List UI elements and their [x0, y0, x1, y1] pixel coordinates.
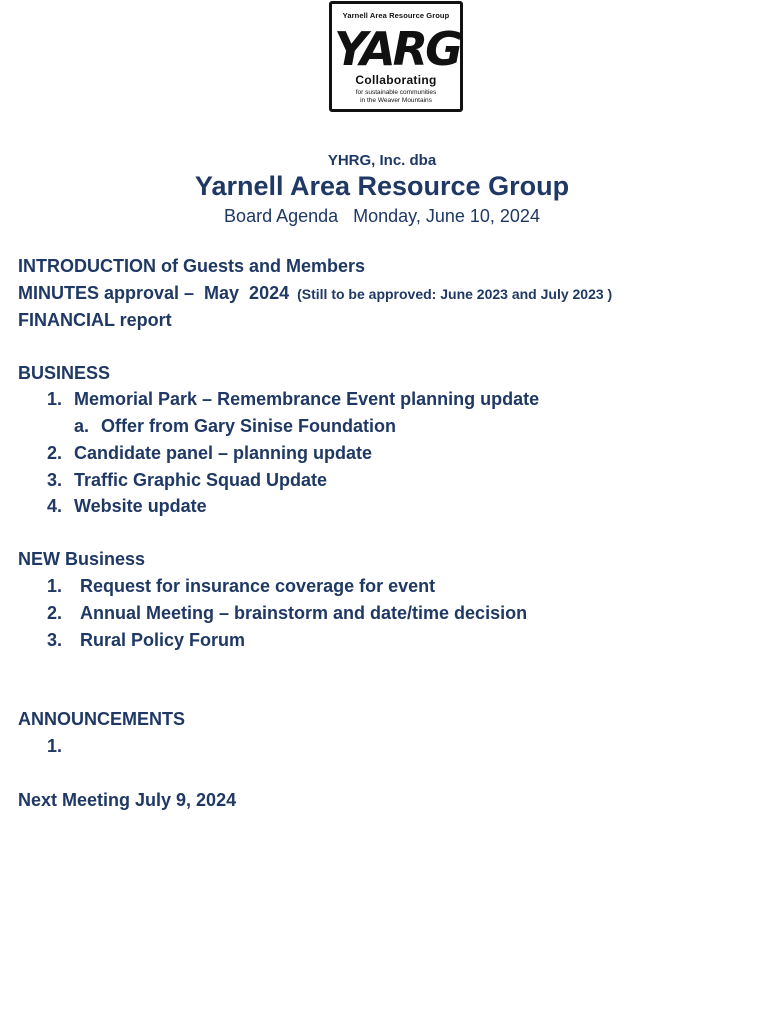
list-item-number: 4. — [47, 496, 63, 516]
list-item-number: 3. — [47, 630, 63, 650]
list-item-text: Request for insurance coverage for event — [80, 576, 436, 596]
list-item — [47, 630, 245, 651]
list-item-number: 1. — [47, 736, 63, 756]
yarg-logo-mark — [334, 20, 460, 76]
financial-item: FINANCIAL report — [18, 310, 172, 330]
introduction-item: INTRODUCTION of Guests and Members — [18, 256, 366, 276]
list-item-text: Website update — [74, 496, 207, 516]
list-item-number: 3. — [47, 470, 63, 490]
list-item-letter: a. — [74, 416, 90, 436]
list-item-text: Traffic Graphic Squad Update — [74, 470, 328, 490]
agenda-subtitle: Board Agenda Monday, June 10, 2024 — [224, 206, 540, 226]
list-item — [47, 603, 527, 624]
minutes-note: (Still to be approved: June 2023 and July 2023 ) — [297, 286, 613, 302]
announcements-heading: ANNOUNCEMENTS — [18, 709, 186, 729]
list-subitem — [74, 416, 396, 437]
dba-line: YHRG, Inc. dba — [327, 152, 437, 169]
list-item-text: Rural Policy Forum — [80, 630, 246, 650]
business-heading: BUSINESS — [18, 363, 111, 383]
list-item — [47, 576, 435, 597]
logo-mark-text: YARG — [334, 22, 460, 76]
minutes-item — [18, 283, 612, 304]
list-item — [47, 736, 74, 757]
list-item-text: Memorial Park – Remembrance Event planning update — [74, 389, 540, 409]
logo-tagline: Collaborating — [355, 73, 437, 87]
organization-name: Yarnell Area Resource Group — [194, 171, 570, 201]
list-item-number: 2. — [47, 603, 63, 623]
minutes-label: MINUTES approval – May 2024 — [18, 283, 290, 303]
new-business-heading: NEW Business — [18, 549, 146, 569]
list-item — [47, 496, 207, 517]
list-item-number: 2. — [47, 443, 63, 463]
list-item-number: 1. — [47, 389, 63, 409]
list-item — [47, 470, 327, 491]
next-meeting: Next Meeting July 9, 2024 — [18, 790, 237, 810]
list-item — [47, 443, 372, 464]
list-item-text: Candidate panel – planning update — [74, 443, 373, 463]
list-item-text: Offer from Gary Sinise Foundation — [101, 416, 397, 436]
yarg-logo — [329, 1, 463, 112]
logo-subline-1: for sustainable communities — [355, 89, 437, 96]
list-item-number: 1. — [47, 576, 63, 596]
list-item — [47, 389, 539, 410]
list-item-text: Annual Meeting – brainstorm and date/time decision — [80, 603, 528, 623]
logo-top-text: Yarnell Area Resource Group — [342, 11, 450, 20]
logo-subline-2: in the Weaver Mountains — [360, 97, 432, 104]
